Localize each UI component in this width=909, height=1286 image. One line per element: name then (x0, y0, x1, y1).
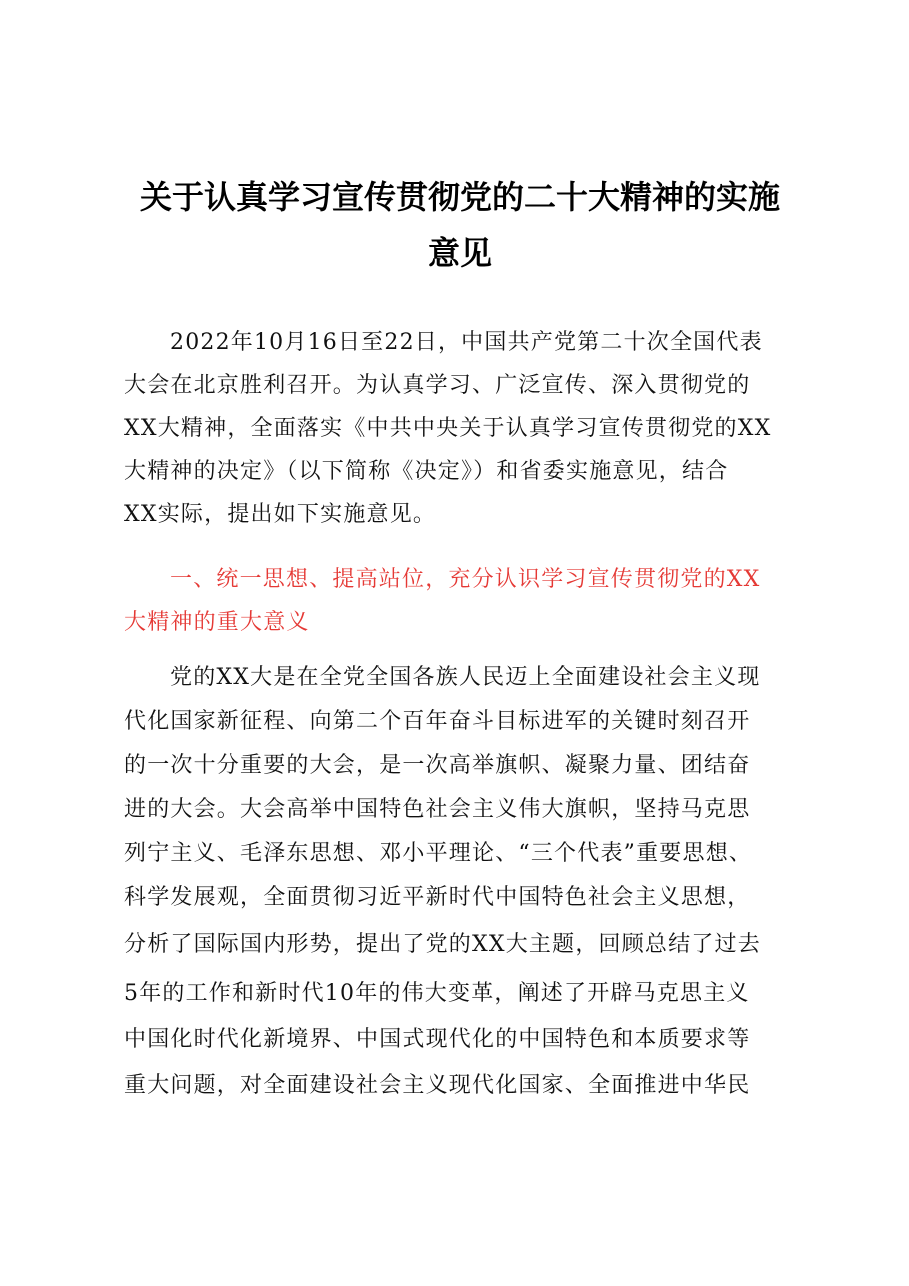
intro-line-5: XX实际，提出如下实施意见。 (124, 502, 437, 527)
body-line-10: 重大问题，对全面建设社会主义现代化国家、全面推进中华民 (124, 1073, 751, 1098)
body-line-6: 科学发展观，全面贯彻习近平新时代中国特色社会主义思想， (124, 885, 751, 910)
intro-line-4: 大精神的决定》（以下简称《决定》）和省委实施意见，结合 (124, 459, 729, 484)
body-line-4: 进的大会。大会高举中国特色社会主义伟大旗帜，坚持马克思 (124, 797, 751, 822)
intro-line-2: 大会在北京胜利召开。为认真学习、广泛宣传、深入贯彻党的 (124, 373, 751, 398)
body-line-5: 列宁主义、毛泽东思想、邓小平理论、“三个代表”重要思想、 (124, 841, 753, 866)
body-line-2: 代化国家新征程、向第二个百年奋斗目标进军的关键时刻召开 (124, 709, 751, 734)
body-line-3: 的一次十分重要的大会，是一次高举旗帜、凝聚力量、团结奋 (124, 753, 751, 778)
body-line-1: 党的XX大是在全党全国各族人民迈上全面建设社会主义现 (170, 665, 761, 690)
document-title-line-1: 关于认真学习宣传贯彻党的二十大精神的实施 (139, 178, 780, 216)
body-line-7: 分析了国际国内形势，提出了党的XX大主题，回顾总结了过去 (124, 932, 761, 957)
document-title-line-2: 意见 (427, 234, 492, 272)
section-heading-line-1: 一、统一思想、提高站位，充分认识学习宣传贯彻党的XX (170, 567, 761, 592)
intro-line-3: XX大精神，全面落实《中共中央关于认真学习宣传贯彻党的XX (124, 416, 772, 441)
intro-line-1: 2022年10月16日至22日，中国共产党第二十次全国代表 (170, 330, 763, 355)
body-line-8: 5年的工作和新时代10年的伟大变革，阐述了开辟马克思主义 (124, 981, 750, 1006)
body-line-9: 中国化时代化新境界、中国式现代化的中国特色和本质要求等 (124, 1027, 751, 1052)
section-heading-line-2: 大精神的重大意义 (124, 610, 310, 635)
